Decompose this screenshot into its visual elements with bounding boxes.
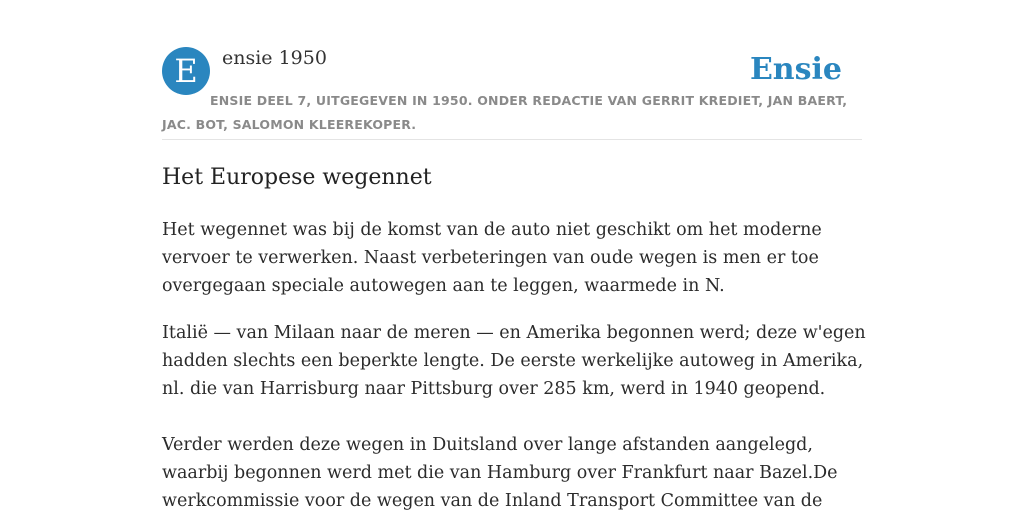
ensie-logo-icon[interactable]: E <box>162 47 210 95</box>
article-paragraph: Italië — van Milaan naar de meren — en Amerika begonnen werd; deze w'egen hadden slechts een beperkte lengte. De eerste werkelijke autoweg in Amerika, nl. die van Harrisburg naar Pittsburg over 285 km, werd in 1940 geopend. <box>162 323 866 399</box>
article-paragraph: Het wegennet was bij de komst van de auto niet geschikt om het moderne vervoer te verwerken. Naast verbeteringen van oude wegen is men er toe overgegaan speciale autowegen aan te leggen, waarmede in N. <box>162 220 822 296</box>
article-paragraph: Verder werden deze wegen in Duitsland over lange afstanden aangelegd, waarbij begonnen werd met die van Hamburg over Frankfurt naar Bazel.De werkcommissie voor de wegen van de Inland Transport Committee van de <box>162 435 838 511</box>
site-name[interactable]: ensie 1950 <box>222 47 327 69</box>
edition-description: ENSIE DEEL 7, UITGEGEVEN IN 1950. ONDER REDACTIE VAN GERRIT KREDIET, JAN BAERT, JAC. BOT, SALOMON KLEEREKOPER. <box>162 93 848 132</box>
article-title: Het Europese wegennet <box>162 165 432 190</box>
header-divider <box>162 139 862 140</box>
brand-logo[interactable]: Ensie <box>749 52 842 87</box>
